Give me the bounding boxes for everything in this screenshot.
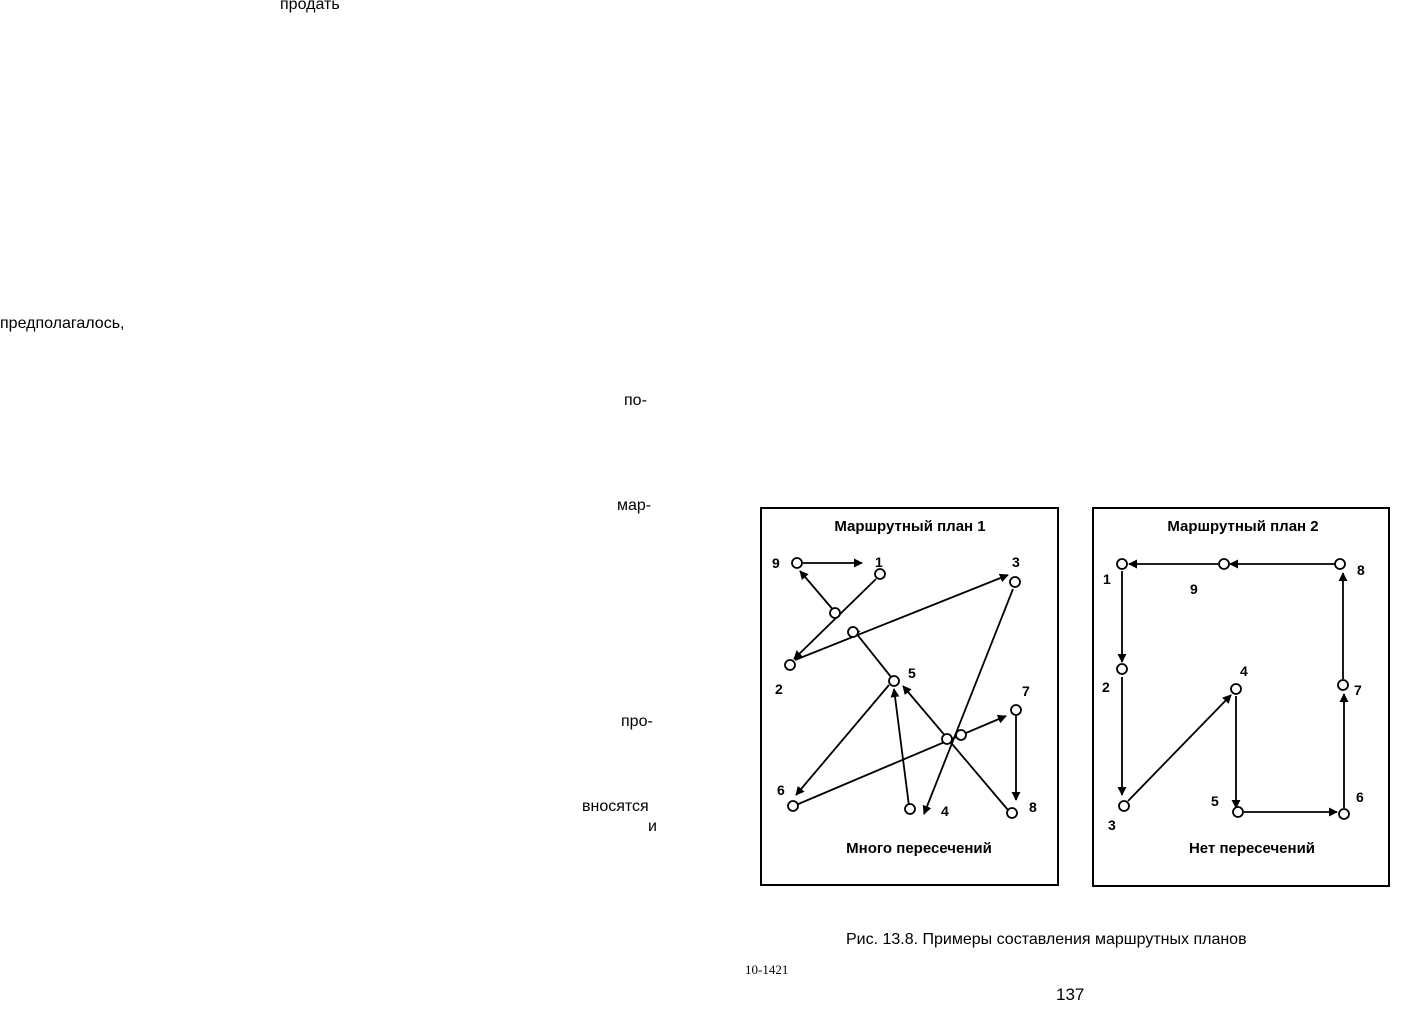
- route-point: [1117, 559, 1127, 569]
- plan-1-points: [785, 558, 1021, 818]
- route-point: [1011, 705, 1021, 715]
- route-edge: [796, 685, 889, 795]
- point-label: 7: [1022, 683, 1030, 699]
- point-label: 6: [777, 782, 785, 798]
- point-label: 6: [1356, 789, 1364, 805]
- route-plan-1: [761, 508, 1058, 885]
- route-point: [788, 801, 798, 811]
- route-point: [1007, 808, 1017, 818]
- point-label: 9: [772, 555, 780, 571]
- point-label: 3: [1108, 817, 1116, 833]
- route-edge: [796, 716, 1006, 805]
- plan-1-routes: [794, 563, 1016, 814]
- route-edge: [903, 686, 1008, 810]
- route-edge: [800, 571, 835, 612]
- print-signature-mark: 10-1421: [745, 962, 789, 977]
- point-label: 5: [908, 665, 916, 681]
- plan-2-title: Маршрутный план 2: [1167, 518, 1319, 535]
- route-point: [1339, 809, 1349, 819]
- point-label: 1: [1103, 571, 1111, 587]
- route-edge: [924, 589, 1013, 814]
- route-point: [1119, 801, 1129, 811]
- route-plan-2: [1093, 508, 1389, 886]
- route-crossing: [956, 730, 966, 740]
- point-label: 8: [1029, 799, 1037, 815]
- figure-caption: Рис. 13.8. Примеры составления маршрутных планов: [846, 931, 1247, 948]
- text-fragment-mar: мар-: [617, 497, 652, 514]
- route-edge: [1128, 695, 1231, 801]
- point-label: 5: [1211, 793, 1219, 809]
- route-point: [792, 558, 802, 568]
- route-edge: [795, 575, 1008, 660]
- point-label: 9: [1190, 581, 1198, 597]
- route-point: [1219, 559, 1229, 569]
- plan-2-labels: [1102, 562, 1365, 833]
- route-point: [1233, 807, 1243, 817]
- plan-2-subtitle: Нет пересечений: [1188, 840, 1316, 857]
- text-fragment-prodat: продать: [280, 0, 340, 13]
- route-point: [785, 660, 795, 670]
- route-point: [889, 676, 899, 686]
- route-point: [1335, 559, 1345, 569]
- plan-1-subtitle: Много пересечений: [846, 840, 992, 857]
- text-fragment-i: и: [648, 818, 657, 835]
- route-point: [1231, 684, 1241, 694]
- route-point: [1010, 577, 1020, 587]
- route-crossing: [848, 627, 858, 637]
- plan-2-points: [1117, 559, 1349, 819]
- point-label: 2: [1102, 679, 1110, 695]
- route-point: [905, 804, 915, 814]
- text-fragment-po: по-: [624, 392, 647, 409]
- route-edge: [794, 579, 876, 659]
- route-crossing: [942, 734, 952, 744]
- point-label: 1: [875, 554, 883, 570]
- point-label: 7: [1354, 682, 1362, 698]
- point-label: 2: [775, 681, 783, 697]
- route-edge: [894, 689, 909, 806]
- page-number: 137: [1056, 985, 1085, 1004]
- plan-1-title: Маршрутный план 1: [834, 518, 986, 535]
- text-fragment-predpolagalos: предполагалось,: [0, 315, 125, 332]
- route-point: [1338, 680, 1348, 690]
- route-point: [1117, 664, 1127, 674]
- point-label: 3: [1012, 554, 1020, 570]
- text-fragment-pro: про-: [621, 713, 653, 730]
- point-label: 4: [941, 803, 949, 819]
- point-label: 4: [1240, 663, 1248, 679]
- point-label: 8: [1357, 562, 1365, 578]
- text-fragment-vnosyatsya: вносятся: [582, 798, 649, 815]
- route-point: [875, 569, 885, 579]
- route-crossing: [830, 608, 840, 618]
